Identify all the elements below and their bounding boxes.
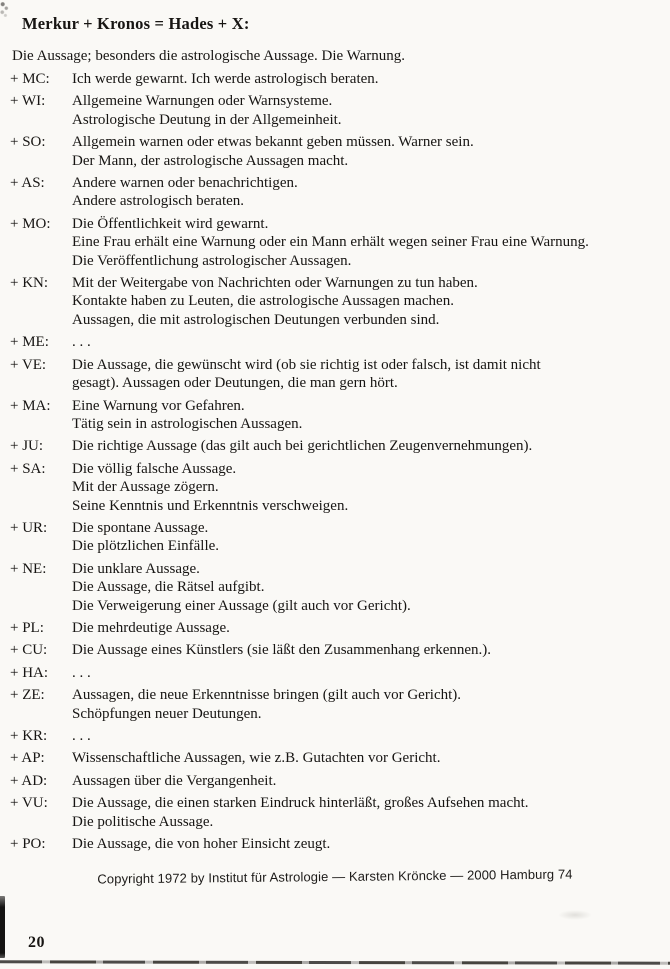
- entry-row: [10, 333, 656, 351]
- entry-lines: [72, 92, 656, 129]
- entry-lines: [72, 70, 656, 88]
- entry-line: Kontakte haben zu Leuten, die astrologische Aussagen machen.: [72, 293, 454, 310]
- entry-line: Die völlig falsche Aussage.: [72, 460, 237, 477]
- entry-line: Die Aussage, die Rätsel aufgibt.: [72, 579, 265, 596]
- entry-row: [10, 174, 656, 211]
- entry-label: + AP:: [10, 750, 45, 767]
- entry-line: Die Aussage, die einen starken Eindruck hinterläßt, großes Aufsehen macht.: [72, 795, 529, 812]
- entry-line: Eine Frau erhält eine Warnung oder ein Mann erhält wegen seiner Frau eine Warnung.: [72, 234, 589, 251]
- entry-line: Die Veröffentlichung astrologischer Aussagen.: [72, 252, 352, 269]
- entry-lines: [72, 727, 656, 745]
- entry-lines: [72, 133, 656, 170]
- intro-text: Die Aussage; besonders die astrologische Aussage. Die Warnung.: [12, 48, 406, 64]
- scan-left-bar-artifact: [0, 896, 5, 958]
- entry-line: Die unklare Aussage.: [72, 560, 200, 577]
- entry-lines: [72, 174, 656, 211]
- entry-line: Die Aussage eines Künstlers (sie läßt den Zusammenhang erkennen.).: [72, 642, 492, 659]
- entry-label: + MA:: [10, 397, 51, 414]
- entry-lines: [72, 356, 656, 393]
- entry-row: [10, 560, 656, 615]
- entry-row: [10, 274, 656, 329]
- entry-row: [10, 619, 656, 637]
- entry-line: gesagt). Aussagen oder Deutungen, die man gern hört.: [72, 375, 398, 392]
- entry-label: + PO:: [10, 836, 46, 853]
- entry-lines: [72, 560, 656, 615]
- entry-line: Die politische Aussage.: [72, 813, 214, 830]
- entry-lines: [72, 397, 656, 434]
- entry-row: [10, 664, 656, 682]
- entry-row: [10, 794, 656, 831]
- entry-line: Schöpfungen neuer Deutungen.: [72, 705, 262, 722]
- entry-row: [10, 727, 656, 745]
- entry-row: [10, 772, 656, 790]
- entry-line: Seine Kenntnis und Erkenntnis verschweigen.: [72, 497, 349, 514]
- entry-lines: [72, 460, 656, 515]
- entry-row: [10, 749, 656, 767]
- entry-label: + UR:: [10, 519, 48, 536]
- entry-label: + MC:: [10, 71, 50, 87]
- entry-line: Eine Warnung vor Gefahren.: [72, 397, 245, 414]
- entry-line: Aussagen, die neue Erkenntnisse bringen (gilt auch vor Gericht).: [72, 687, 462, 704]
- entry-line: Die Aussage, die von hoher Einsicht zeugt.: [72, 836, 331, 853]
- entry-label: + WI:: [10, 93, 46, 110]
- entry-label: + HA:: [10, 664, 49, 681]
- entry-line: Die richtige Aussage (das gilt auch bei gerichtlichen Zeugenvernehmungen).: [72, 438, 533, 455]
- entry-lines: [72, 772, 656, 790]
- entry-line: Die Öffentlichkeit wird gewarnt.: [72, 215, 269, 232]
- entry-line: Die Aussage, die gewünscht wird (ob sie richtig ist oder falsch, ist damit nicht: [72, 356, 541, 373]
- entry-line: Tätig sein in astrologischen Aussagen.: [72, 415, 303, 432]
- entry-row: [10, 70, 656, 88]
- entry-lines: [72, 519, 656, 556]
- entry-lines: [72, 274, 656, 329]
- entry-label: + AD:: [10, 772, 48, 789]
- entry-lines: [72, 619, 656, 637]
- entry-line: Astrologische Deutung in der Allgemeinheit.: [72, 111, 342, 128]
- entry-label: + MO:: [10, 215, 51, 232]
- scan-bottom-edge-artifact: [0, 960, 670, 964]
- entry-label: + ZE:: [10, 687, 45, 704]
- entry-lines: [72, 215, 656, 270]
- entry-list: [10, 70, 656, 853]
- entry-lines: [72, 686, 656, 723]
- copyright-line: Copyright 1972 by Institut für Astrologie — Karsten Kröncke — 2000 Hamburg 74: [97, 866, 573, 887]
- entry-row: [10, 641, 656, 659]
- entry-line: Der Mann, der astrologische Aussagen macht.: [72, 152, 349, 169]
- scan-speck-artifact: [0, 1, 9, 17]
- entry-row: [10, 397, 656, 434]
- entry-line: Die spontane Aussage.: [72, 519, 209, 536]
- entry-lines: [72, 749, 656, 767]
- entry-line: Andere astrologisch beraten.: [72, 193, 245, 210]
- entry-row: [10, 437, 656, 455]
- entry-label: + KN:: [10, 275, 49, 292]
- entry-row: [10, 215, 656, 270]
- entry-label: + PL:: [10, 619, 44, 636]
- entry-label: + JU:: [10, 438, 44, 455]
- entry-label: + CU:: [10, 642, 48, 659]
- entry-row: [10, 356, 656, 393]
- entry-label: + NE:: [10, 560, 47, 577]
- entry-line: Allgemein warnen oder etwas bekannt geben müssen. Warner sein.: [72, 134, 474, 151]
- entry-line: . . .: [72, 664, 91, 681]
- entry-label: + SA:: [10, 460, 46, 477]
- entry-label: + VE:: [10, 356, 47, 373]
- entry-line: Die mehrdeutige Aussage.: [72, 619, 230, 636]
- entry-lines: [72, 794, 656, 831]
- entry-row: [10, 460, 656, 515]
- entry-line: . . .: [72, 334, 91, 351]
- entry-lines: [72, 835, 656, 853]
- entry-row: [10, 686, 656, 723]
- entry-line: Die plötzlichen Einfälle.: [72, 538, 220, 555]
- entry-row: [10, 519, 656, 556]
- entry-label: + AS:: [10, 175, 45, 192]
- entry-line: Allgemeine Warnungen oder Warnsysteme.: [72, 93, 333, 110]
- entry-lines: [72, 664, 656, 682]
- entry-line: Ich werde gewarnt. Ich werde astrologisch beraten.: [72, 71, 379, 87]
- entry-line: Mit der Aussage zögern.: [72, 479, 219, 496]
- entry-line: Andere warnen oder benachrichtigen.: [72, 175, 298, 192]
- entry-label: + SO:: [10, 134, 46, 151]
- scan-smudge-artifact: [558, 910, 592, 920]
- entry-line: Mit der Weitergabe von Nachrichten oder Warnungen zu tun haben.: [72, 275, 478, 292]
- entry-label: + ME:: [10, 334, 49, 351]
- entry-lines: [72, 437, 656, 455]
- entry-lines: [72, 333, 656, 351]
- entry-row: [10, 92, 656, 129]
- entry-line: Wissenschaftliche Aussagen, wie z.B. Gutachten vor Gericht.: [72, 750, 441, 767]
- entry-line: Aussagen über die Vergangenheit.: [72, 772, 277, 789]
- entry-line: . . .: [72, 728, 91, 744]
- page-title: Merkur + Kronos = Hades + X:: [22, 14, 250, 33]
- page-number: 20: [28, 934, 45, 951]
- entry-label: + KR:: [10, 728, 48, 744]
- entry-row: [10, 835, 656, 853]
- entry-label: + VU:: [10, 795, 48, 812]
- entry-line: Aussagen, die mit astrologischen Deutungen verbunden sind.: [72, 311, 440, 328]
- entry-row: [10, 133, 656, 170]
- entry-line: Die Verweigerung einer Aussage (gilt auch vor Gericht).: [72, 597, 411, 614]
- entry-lines: [72, 641, 656, 659]
